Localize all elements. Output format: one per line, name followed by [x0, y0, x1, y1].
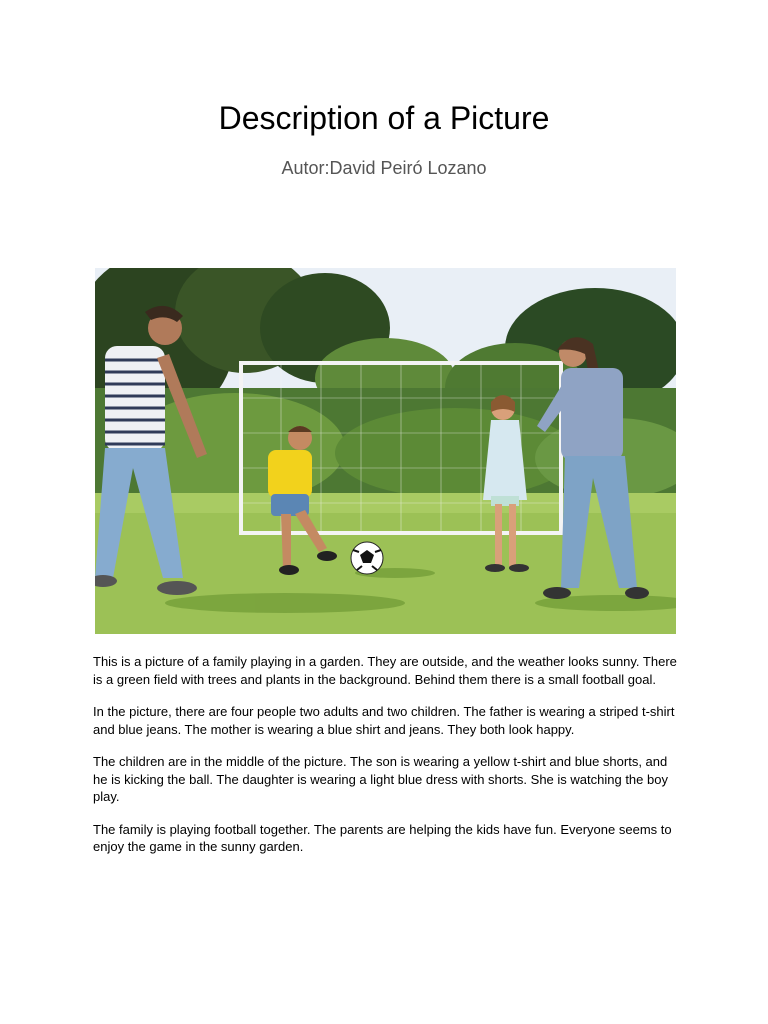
- paragraph: The family is playing football together. The parents are helping the kids have fun. Everyone seems to enjoy the game in the sunny garden.: [93, 821, 672, 854]
- author-line: Autor:David Peiró Lozano: [281, 158, 487, 178]
- page-title: Description of a Picture: [218, 100, 550, 136]
- soccer-ball: [351, 542, 383, 574]
- description-text: [93, 653, 678, 871]
- paragraph: This is a picture of a family playing in a garden. They are outside, and the weather looks sunny. There is a green field with trees and plants in the background. Behind them there is a small football goal.: [93, 654, 677, 687]
- paragraph: The children are in the middle of the picture. The son is wearing a yellow t-shirt and blue shorts, and he is kicking the ball. The daughter is wearing a light blue dress with shorts. She is watching the boy play.: [93, 754, 668, 804]
- paragraph: In the picture, there are four people two adults and two children. The father is wearing a striped t-shirt and blue jeans. The mother is wearing a blue shirt and jeans. They both look happy.: [93, 704, 675, 737]
- family-football-photo: [95, 268, 676, 634]
- grass-field: [95, 493, 676, 634]
